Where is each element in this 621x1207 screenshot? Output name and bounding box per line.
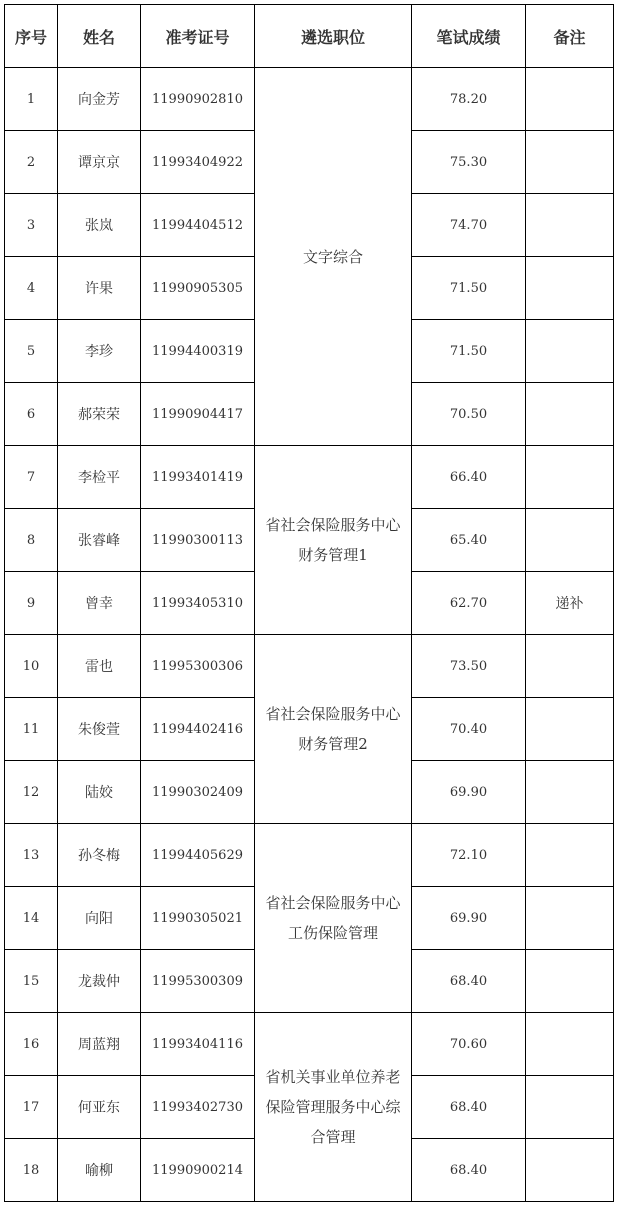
cell-position: 文字综合 xyxy=(255,68,412,446)
cell-position: 省社会保险服务中心工伤保险管理 xyxy=(255,824,412,1013)
cell-note xyxy=(526,383,614,446)
cell-score: 71.50 xyxy=(412,257,526,320)
cell-score: 68.40 xyxy=(412,1076,526,1139)
cell-exam-id: 11990900214 xyxy=(141,1139,255,1202)
cell-name: 张岚 xyxy=(58,194,141,257)
cell-index: 6 xyxy=(5,383,58,446)
cell-position: 省社会保险服务中心财务管理2 xyxy=(255,635,412,824)
cell-exam-id: 11993404922 xyxy=(141,131,255,194)
cell-note xyxy=(526,257,614,320)
cell-index: 11 xyxy=(5,698,58,761)
cell-score: 72.10 xyxy=(412,824,526,887)
cell-name: 雷也 xyxy=(58,635,141,698)
cell-exam-id: 11994405629 xyxy=(141,824,255,887)
cell-index: 7 xyxy=(5,446,58,509)
cell-exam-id: 11994402416 xyxy=(141,698,255,761)
cell-index: 17 xyxy=(5,1076,58,1139)
cell-index: 5 xyxy=(5,320,58,383)
cell-exam-id: 11995300309 xyxy=(141,950,255,1013)
cell-score: 78.20 xyxy=(412,68,526,131)
table-row xyxy=(5,446,614,509)
cell-name: 陆姣 xyxy=(58,761,141,824)
cell-note xyxy=(526,131,614,194)
cell-exam-id: 11993405310 xyxy=(141,572,255,635)
cell-index: 14 xyxy=(5,887,58,950)
cell-name: 周蓝翔 xyxy=(58,1013,141,1076)
cell-score: 62.70 xyxy=(412,572,526,635)
cell-index: 16 xyxy=(5,1013,58,1076)
cell-position: 省社会保险服务中心财务管理1 xyxy=(255,446,412,635)
cell-note xyxy=(526,1139,614,1202)
cell-name: 张睿峰 xyxy=(58,509,141,572)
cell-exam-id: 11994400319 xyxy=(141,320,255,383)
cell-index: 15 xyxy=(5,950,58,1013)
cell-index: 13 xyxy=(5,824,58,887)
cell-index: 10 xyxy=(5,635,58,698)
cell-note xyxy=(526,761,614,824)
cell-exam-id: 11990302409 xyxy=(141,761,255,824)
cell-name: 许果 xyxy=(58,257,141,320)
cell-exam-id: 11993401419 xyxy=(141,446,255,509)
cell-index: 3 xyxy=(5,194,58,257)
cell-exam-id: 11990305021 xyxy=(141,887,255,950)
cell-name: 李珍 xyxy=(58,320,141,383)
cell-exam-id: 11990300113 xyxy=(141,509,255,572)
cell-name: 朱俊萱 xyxy=(58,698,141,761)
cell-note xyxy=(526,1013,614,1076)
cell-exam-id: 11993404116 xyxy=(141,1013,255,1076)
cell-note xyxy=(526,887,614,950)
cell-name: 孙冬梅 xyxy=(58,824,141,887)
table-body xyxy=(5,68,614,1202)
cell-index: 9 xyxy=(5,572,58,635)
header-exam-id: 准考证号 xyxy=(141,5,255,68)
cell-name: 李检平 xyxy=(58,446,141,509)
cell-note xyxy=(526,446,614,509)
cell-name: 曾幸 xyxy=(58,572,141,635)
cell-exam-id: 11995300306 xyxy=(141,635,255,698)
table-row xyxy=(5,635,614,698)
cell-name: 喻柳 xyxy=(58,1139,141,1202)
cell-position: 省机关事业单位养老保险管理服务中心综合管理 xyxy=(255,1013,412,1202)
cell-score: 65.40 xyxy=(412,509,526,572)
cell-note xyxy=(526,635,614,698)
cell-index: 8 xyxy=(5,509,58,572)
header-note: 备注 xyxy=(526,5,614,68)
cell-score: 68.40 xyxy=(412,1139,526,1202)
header-position: 遴选职位 xyxy=(255,5,412,68)
cell-note xyxy=(526,194,614,257)
cell-name: 向阳 xyxy=(58,887,141,950)
cell-index: 12 xyxy=(5,761,58,824)
cell-note xyxy=(526,698,614,761)
cell-note xyxy=(526,824,614,887)
cell-note xyxy=(526,509,614,572)
cell-name: 龙裁仲 xyxy=(58,950,141,1013)
cell-exam-id: 11994404512 xyxy=(141,194,255,257)
header-index: 序号 xyxy=(5,5,58,68)
cell-score: 70.60 xyxy=(412,1013,526,1076)
cell-exam-id: 11990905305 xyxy=(141,257,255,320)
cell-note xyxy=(526,320,614,383)
cell-score: 70.50 xyxy=(412,383,526,446)
table-row xyxy=(5,1013,614,1076)
cell-score: 70.40 xyxy=(412,698,526,761)
cell-score: 68.40 xyxy=(412,950,526,1013)
cell-exam-id: 11990904417 xyxy=(141,383,255,446)
cell-name: 向金芳 xyxy=(58,68,141,131)
cell-index: 18 xyxy=(5,1139,58,1202)
cell-note: 递补 xyxy=(526,572,614,635)
cell-note xyxy=(526,1076,614,1139)
cell-exam-id: 11993402730 xyxy=(141,1076,255,1139)
cell-score: 75.30 xyxy=(412,131,526,194)
header-score: 笔试成绩 xyxy=(412,5,526,68)
header-name: 姓名 xyxy=(58,5,141,68)
cell-note xyxy=(526,950,614,1013)
cell-score: 66.40 xyxy=(412,446,526,509)
cell-index: 1 xyxy=(5,68,58,131)
cell-score: 73.50 xyxy=(412,635,526,698)
cell-score: 71.50 xyxy=(412,320,526,383)
table-row xyxy=(5,68,614,131)
cell-index: 4 xyxy=(5,257,58,320)
header-row xyxy=(5,5,614,68)
cell-note xyxy=(526,68,614,131)
table-row xyxy=(5,824,614,887)
cell-score: 74.70 xyxy=(412,194,526,257)
cell-score: 69.90 xyxy=(412,761,526,824)
cell-name: 何亚东 xyxy=(58,1076,141,1139)
cell-name: 郝荣荣 xyxy=(58,383,141,446)
cell-index: 2 xyxy=(5,131,58,194)
cell-exam-id: 11990902810 xyxy=(141,68,255,131)
score-table xyxy=(4,4,614,1202)
cell-score: 69.90 xyxy=(412,887,526,950)
cell-name: 谭京京 xyxy=(58,131,141,194)
